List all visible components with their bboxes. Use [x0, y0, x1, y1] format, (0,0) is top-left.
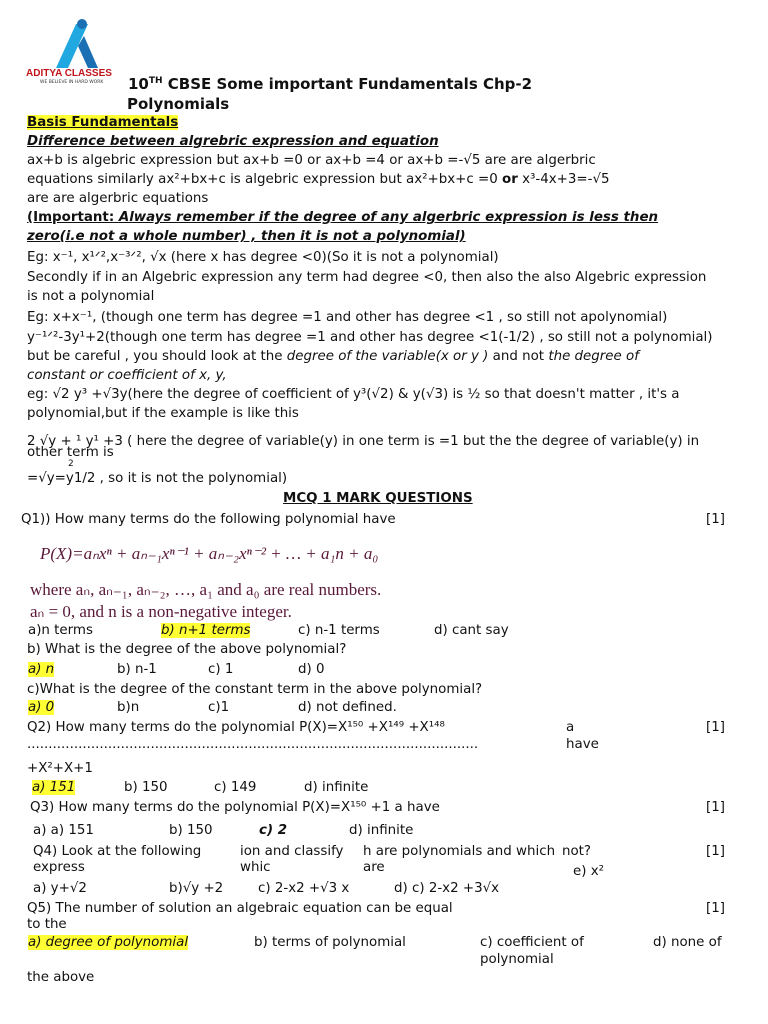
option: a)n terms — [28, 623, 93, 638]
subsection-heading: Difference between algrebric expression and equation — [27, 134, 439, 149]
question-q5: Q5) The number of solution an algebraic equation can be equal — [27, 901, 453, 916]
logo-icon — [26, 16, 126, 70]
option: d) 0 — [298, 662, 325, 677]
question-fragment: +X²+X+1 — [27, 761, 93, 776]
paragraph-line: Eg: x⁻¹, x¹ᐟ²,x⁻³ᐟ², √x (here x has degree <0)(So it is not a polynomial) — [27, 250, 499, 265]
option-correct: a) n — [28, 662, 55, 677]
option: polynomial — [480, 952, 554, 967]
page-title: 10TH CBSE Some important Fundamentals Chp-2 — [128, 75, 533, 93]
option: d) none of — [653, 935, 722, 950]
mcq-heading: MCQ 1 MARK QUESTIONS — [283, 491, 473, 506]
paragraph-line: eg: √2 y³ +√3y(here the degree of coefficient of y³(√2) & y(√3) is ½ so that doesn't matter , it's a — [27, 387, 680, 402]
paragraph-line: but be careful , you should look at the degree of the variable(x or y ) and not the degree of — [27, 349, 639, 364]
question-q1c: c)What is the degree of the constant term in the above polynomial? — [27, 682, 483, 697]
option: a) a) 151 — [33, 823, 94, 838]
paragraph-line: =√y=y1/2 , so it is not the polynomial) — [27, 471, 288, 486]
fraction-denominator: 2 — [68, 459, 74, 469]
question-q4: not? — [562, 844, 592, 859]
option: b) n-1 — [117, 662, 157, 677]
paragraph-line: ax+b is algebric expression but ax+b =0 or ax+b =4 or ax+b =-√5 are are algerbric — [27, 153, 596, 168]
option: b)n — [117, 700, 140, 715]
section-heading: Basis Fundamentals — [27, 115, 179, 130]
paragraph-line: Eg: x+x⁻¹, (though one term has degree =1 and other has degree <1 , so still not apolynomial) — [27, 310, 668, 325]
marks-label: [1] — [706, 901, 725, 916]
paragraph-line: constant or coefficient of x, y, — [27, 368, 227, 383]
important-note: zero(i.e not a whole number) , then it is not a polynomial) — [27, 229, 466, 244]
important-note: (Important: Always remember if the degree of any algerbric expression is less then — [27, 210, 659, 225]
marks-label: [1] — [706, 512, 725, 527]
option: b) terms of polynomial — [254, 935, 406, 950]
formula-line: where aₙ, aₙ₋₁, aₙ₋₂, …, a₁ and a₀ are real numbers. — [30, 580, 382, 599]
option: d) not defined. — [298, 700, 397, 715]
question-q3: Q3) How many terms do the polynomial P(X)=X¹⁵⁰ +1 a have — [30, 800, 440, 815]
question-q2: Q2) How many terms do the polynomial P(X)=X¹⁵⁰ +X¹⁴⁹ +X¹⁴⁸ — [27, 720, 445, 735]
option: e) x² — [573, 864, 605, 879]
option-correct: b) n+1 terms — [161, 623, 251, 638]
page-subtitle: Polynomials — [127, 95, 230, 113]
option: c) n-1 terms — [298, 623, 380, 638]
option: c)1 — [208, 700, 230, 715]
question-q4: express — [33, 860, 85, 875]
question-q4: Q4) Look at the following — [33, 844, 202, 859]
question-q4: h are polynomials and which — [363, 844, 556, 859]
option: c) coefficient of — [480, 935, 584, 950]
option: d) c) 2-x2 +3√x — [394, 881, 500, 896]
option: c) 2-x2 +√3 x — [258, 881, 350, 896]
paragraph-line: Secondly if in an Algebric expression any term had degree <0, then also the also Algebric expression — [27, 270, 707, 285]
question-q1b: b) What is the degree of the above polynomial? — [27, 642, 347, 657]
option: the above — [27, 970, 95, 985]
option: d) infinite — [304, 780, 369, 795]
paragraph-line: 2 √y + ¹ y¹ +3 ( here the degree of variable(y) in one term is =1 but the the degree of variable(y) in — [27, 434, 700, 449]
option: c) 149 — [214, 780, 257, 795]
question-q4: whic — [240, 860, 271, 875]
logo-name: ADITYA CLASSES — [26, 68, 112, 79]
paragraph-line: y⁻¹ᐟ²-3y¹+2(though one term has degree =1 and other has degree <1(-1/2) , so still not a polynomial) — [27, 330, 713, 345]
option-correct: a) 151 — [32, 780, 76, 795]
marks-label: [1] — [706, 800, 725, 815]
question-q4: are — [363, 860, 385, 875]
option: d) infinite — [349, 823, 414, 838]
option: a) y+√2 — [33, 881, 87, 896]
paragraph-line: are are algerbric equations — [27, 191, 209, 206]
formula-line: P(X)=aₙxⁿ + aₙ₋₁xⁿ⁻¹ + aₙ₋₂xⁿ⁻² + … + a₁n + a₀ — [40, 544, 379, 563]
logo-tagline: WE BELIEVE IN HARD WORK — [40, 80, 104, 85]
option-correct: a) degree of polynomial — [28, 935, 189, 950]
logo — [26, 16, 126, 86]
option: d) cant say — [434, 623, 509, 638]
formula-line: aₙ = 0, and n is a non-negative integer. — [30, 602, 292, 621]
question-q4: ion and classify — [240, 844, 344, 859]
question-fragment: a — [566, 720, 575, 735]
marks-label: [1] — [706, 844, 725, 859]
option-correct: a) 0 — [28, 700, 55, 715]
question-fragment: have — [566, 737, 599, 752]
question-q1: Q1)) How many terms do the following polynomial have — [21, 512, 396, 527]
marks-label: [1] — [706, 720, 725, 735]
paragraph-line: other term is — [27, 445, 114, 460]
question-q5: to the — [27, 917, 67, 932]
paragraph-line: is not a polynomial — [27, 289, 155, 304]
paragraph-line: polynomial,but if the example is like this — [27, 406, 299, 421]
paragraph-line: equations similarly ax²+bx+c is algebric expression but ax²+bx+c =0 or x³-4x+3=-√5 — [27, 172, 610, 187]
option: b) 150 — [124, 780, 168, 795]
dotted-line: .......................................................................................................... — [27, 737, 479, 752]
option: c) 1 — [208, 662, 234, 677]
option: b)√y +2 — [169, 881, 224, 896]
option: b) 150 — [169, 823, 213, 838]
option-correct: c) 2 — [259, 823, 288, 838]
